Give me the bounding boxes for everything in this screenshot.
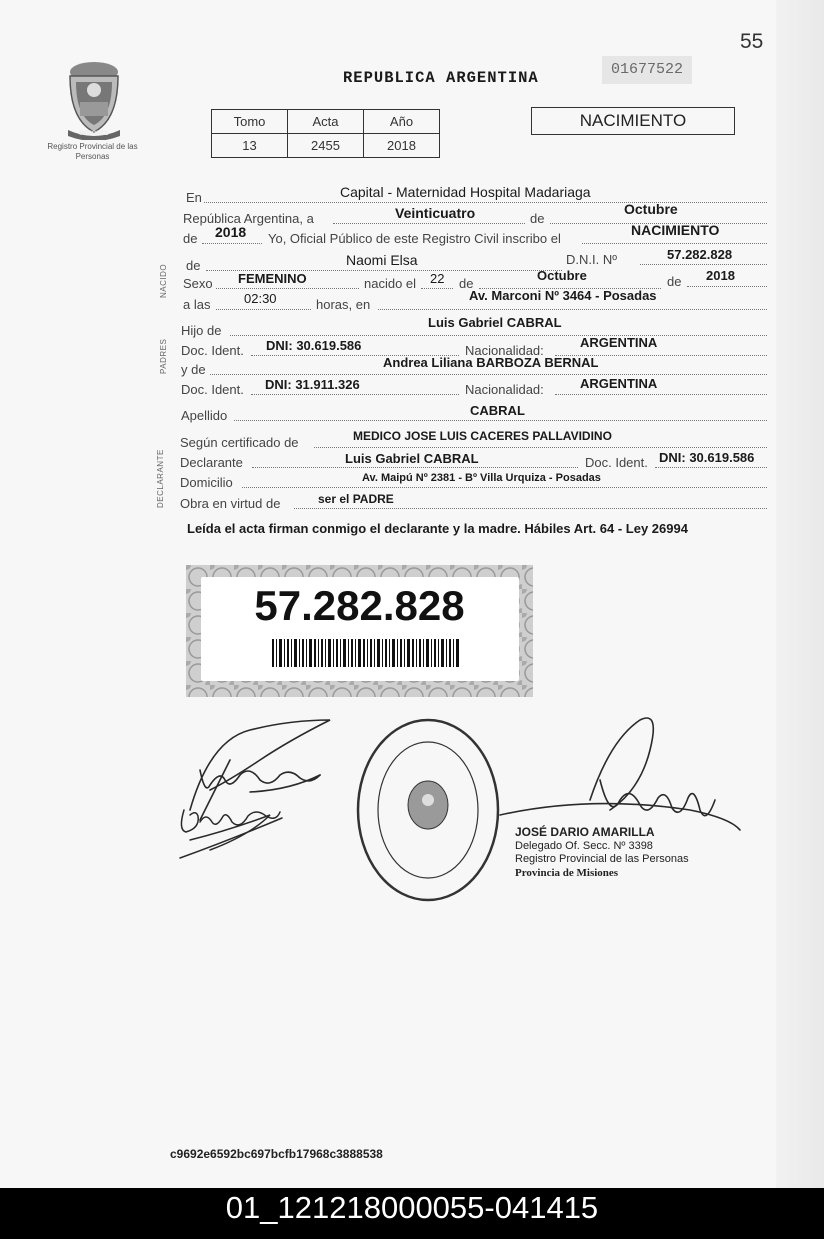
father-doc: DNI: 30.619.586 <box>266 338 362 353</box>
child-dni: 57.282.828 <box>667 247 733 262</box>
acta-value: 2455 <box>288 134 364 158</box>
delegado-org: Registro Provincial de las Personas <box>515 853 689 865</box>
delegado-block <box>515 826 689 880</box>
mother-nat-label: Nacionalidad: <box>465 382 544 397</box>
tomo-table-value-row <box>212 134 440 158</box>
birth-time: 02:30 <box>244 291 277 306</box>
mother-doc-label: Doc. Ident. <box>181 382 244 397</box>
hijo-label: Hijo de <box>181 323 222 338</box>
tomo-value: 13 <box>212 134 288 158</box>
side-label-padres: PADRES <box>159 338 168 374</box>
nacido-label: nacido el <box>364 276 417 291</box>
y-de-label: y de <box>181 362 206 377</box>
birth-place: Av. Marconi Nº 3464 - Posadas <box>469 288 657 303</box>
anio-header: Año <box>364 110 440 134</box>
en-label: En <box>186 190 202 205</box>
record-type-box: NACIMIENTO <box>531 107 735 135</box>
day-value: Veinticuatro <box>395 205 476 221</box>
footer-document-id: 01_121218000055-041415 <box>225 1190 599 1225</box>
tomo-header: Tomo <box>212 110 288 134</box>
month-value: Octubre <box>624 201 678 217</box>
dni-label: D.N.I. Nº <box>566 252 617 267</box>
de-label-3: de <box>186 258 201 273</box>
domicilio-label: Domicilio <box>180 475 233 490</box>
oficial-signature <box>500 718 740 830</box>
domicilio-value: Av. Maipú Nº 2381 - Bº Villa Urquiza - Posadas <box>362 472 601 484</box>
delegado-role: Delegado Of. Secc. Nº 3398 <box>515 839 653 852</box>
mother-nationality: ARGENTINA <box>580 376 658 391</box>
apellido-label: Apellido <box>181 408 228 423</box>
delegado-province: Provincia de Misiones <box>515 866 619 879</box>
page-number: 55 <box>740 30 764 53</box>
mother-doc: DNI: 31.911.326 <box>265 377 360 392</box>
year-value: 2018 <box>215 224 247 240</box>
apellido-value: CABRAL <box>470 403 525 418</box>
declarante-signature <box>190 720 330 820</box>
de-label-1: de <box>530 211 545 226</box>
closing-statement: Leída el acta firman conmigo el declarante y la madre. Hábiles Art. 64 - Ley 26994 <box>187 521 688 536</box>
side-label-declarante: DECLARANTE <box>156 449 165 508</box>
place-of-registration: Capital - Maternidad Hospital Madariaga <box>340 184 591 200</box>
shield-emblem-icon <box>62 60 126 140</box>
father-doc-label: Doc. Ident. <box>181 343 244 358</box>
horas-label: horas, en <box>316 297 371 312</box>
declarante-doc: DNI: 30.619.586 <box>659 450 755 465</box>
de-label-5: de <box>667 274 682 289</box>
declarante-doc-label: Doc. Ident. <box>585 455 648 470</box>
child-name: Naomi Elsa <box>346 252 418 268</box>
birth-month: Octubre <box>537 268 587 283</box>
declarante-name: Luis Gabriel CABRAL <box>345 451 479 466</box>
madre-signature <box>180 810 282 858</box>
country-title: REPUBLICA ARGENTINA <box>343 69 539 87</box>
de-label-4: de <box>459 276 474 291</box>
de-label-2: de <box>183 231 198 246</box>
father-nat-label: Nacionalidad: <box>465 343 544 358</box>
dni-card-number: 57.282.828 <box>254 582 465 629</box>
registry-seal <box>358 720 498 900</box>
acta-header: Acta <box>288 110 364 134</box>
tomo-acta-table <box>211 109 440 158</box>
serial-number: 01677522 <box>602 56 692 84</box>
birth-year: 2018 <box>706 268 735 283</box>
father-nationality: ARGENTINA <box>580 335 658 350</box>
tomo-table-header-row <box>212 110 440 134</box>
inscribo-value: NACIMIENTO <box>631 222 720 238</box>
sexo-label: Sexo <box>183 276 213 291</box>
emblem-caption: Registro Provincial de las Personas <box>47 142 138 161</box>
a-las-label: a las <box>183 297 211 312</box>
certificado-value: MEDICO JOSE LUIS CACERES PALLAVIDINO <box>353 429 612 443</box>
father-name: Luis Gabriel CABRAL <box>428 315 562 330</box>
republica-label: República Argentina, a <box>183 211 314 226</box>
emblem-ribbon-text: MISIONES <box>79 131 109 137</box>
oficial-text: Yo, Oficial Público de este Registro Civil inscribo el <box>268 231 561 246</box>
obra-label: Obra en virtud de <box>180 496 281 511</box>
side-label-nacido: NACIDO <box>159 263 168 298</box>
mother-name: Andrea Liliana BARBOZA BERNAL <box>383 355 599 370</box>
certificado-label: Según certificado de <box>180 435 299 450</box>
page-edge-shadow <box>776 0 824 1188</box>
document-hash: c9692e6592bc697bcfb17968c3888538 <box>170 1147 383 1161</box>
delegado-name: JOSÉ DARIO AMARILLA <box>515 825 655 839</box>
declarante-label: Declarante <box>180 455 243 470</box>
sexo-value: FEMENINO <box>238 271 307 286</box>
birth-day: 22 <box>430 271 445 286</box>
signatures-area <box>170 700 770 920</box>
obra-value: ser el PADRE <box>318 492 394 506</box>
anio-value: 2018 <box>364 134 440 158</box>
